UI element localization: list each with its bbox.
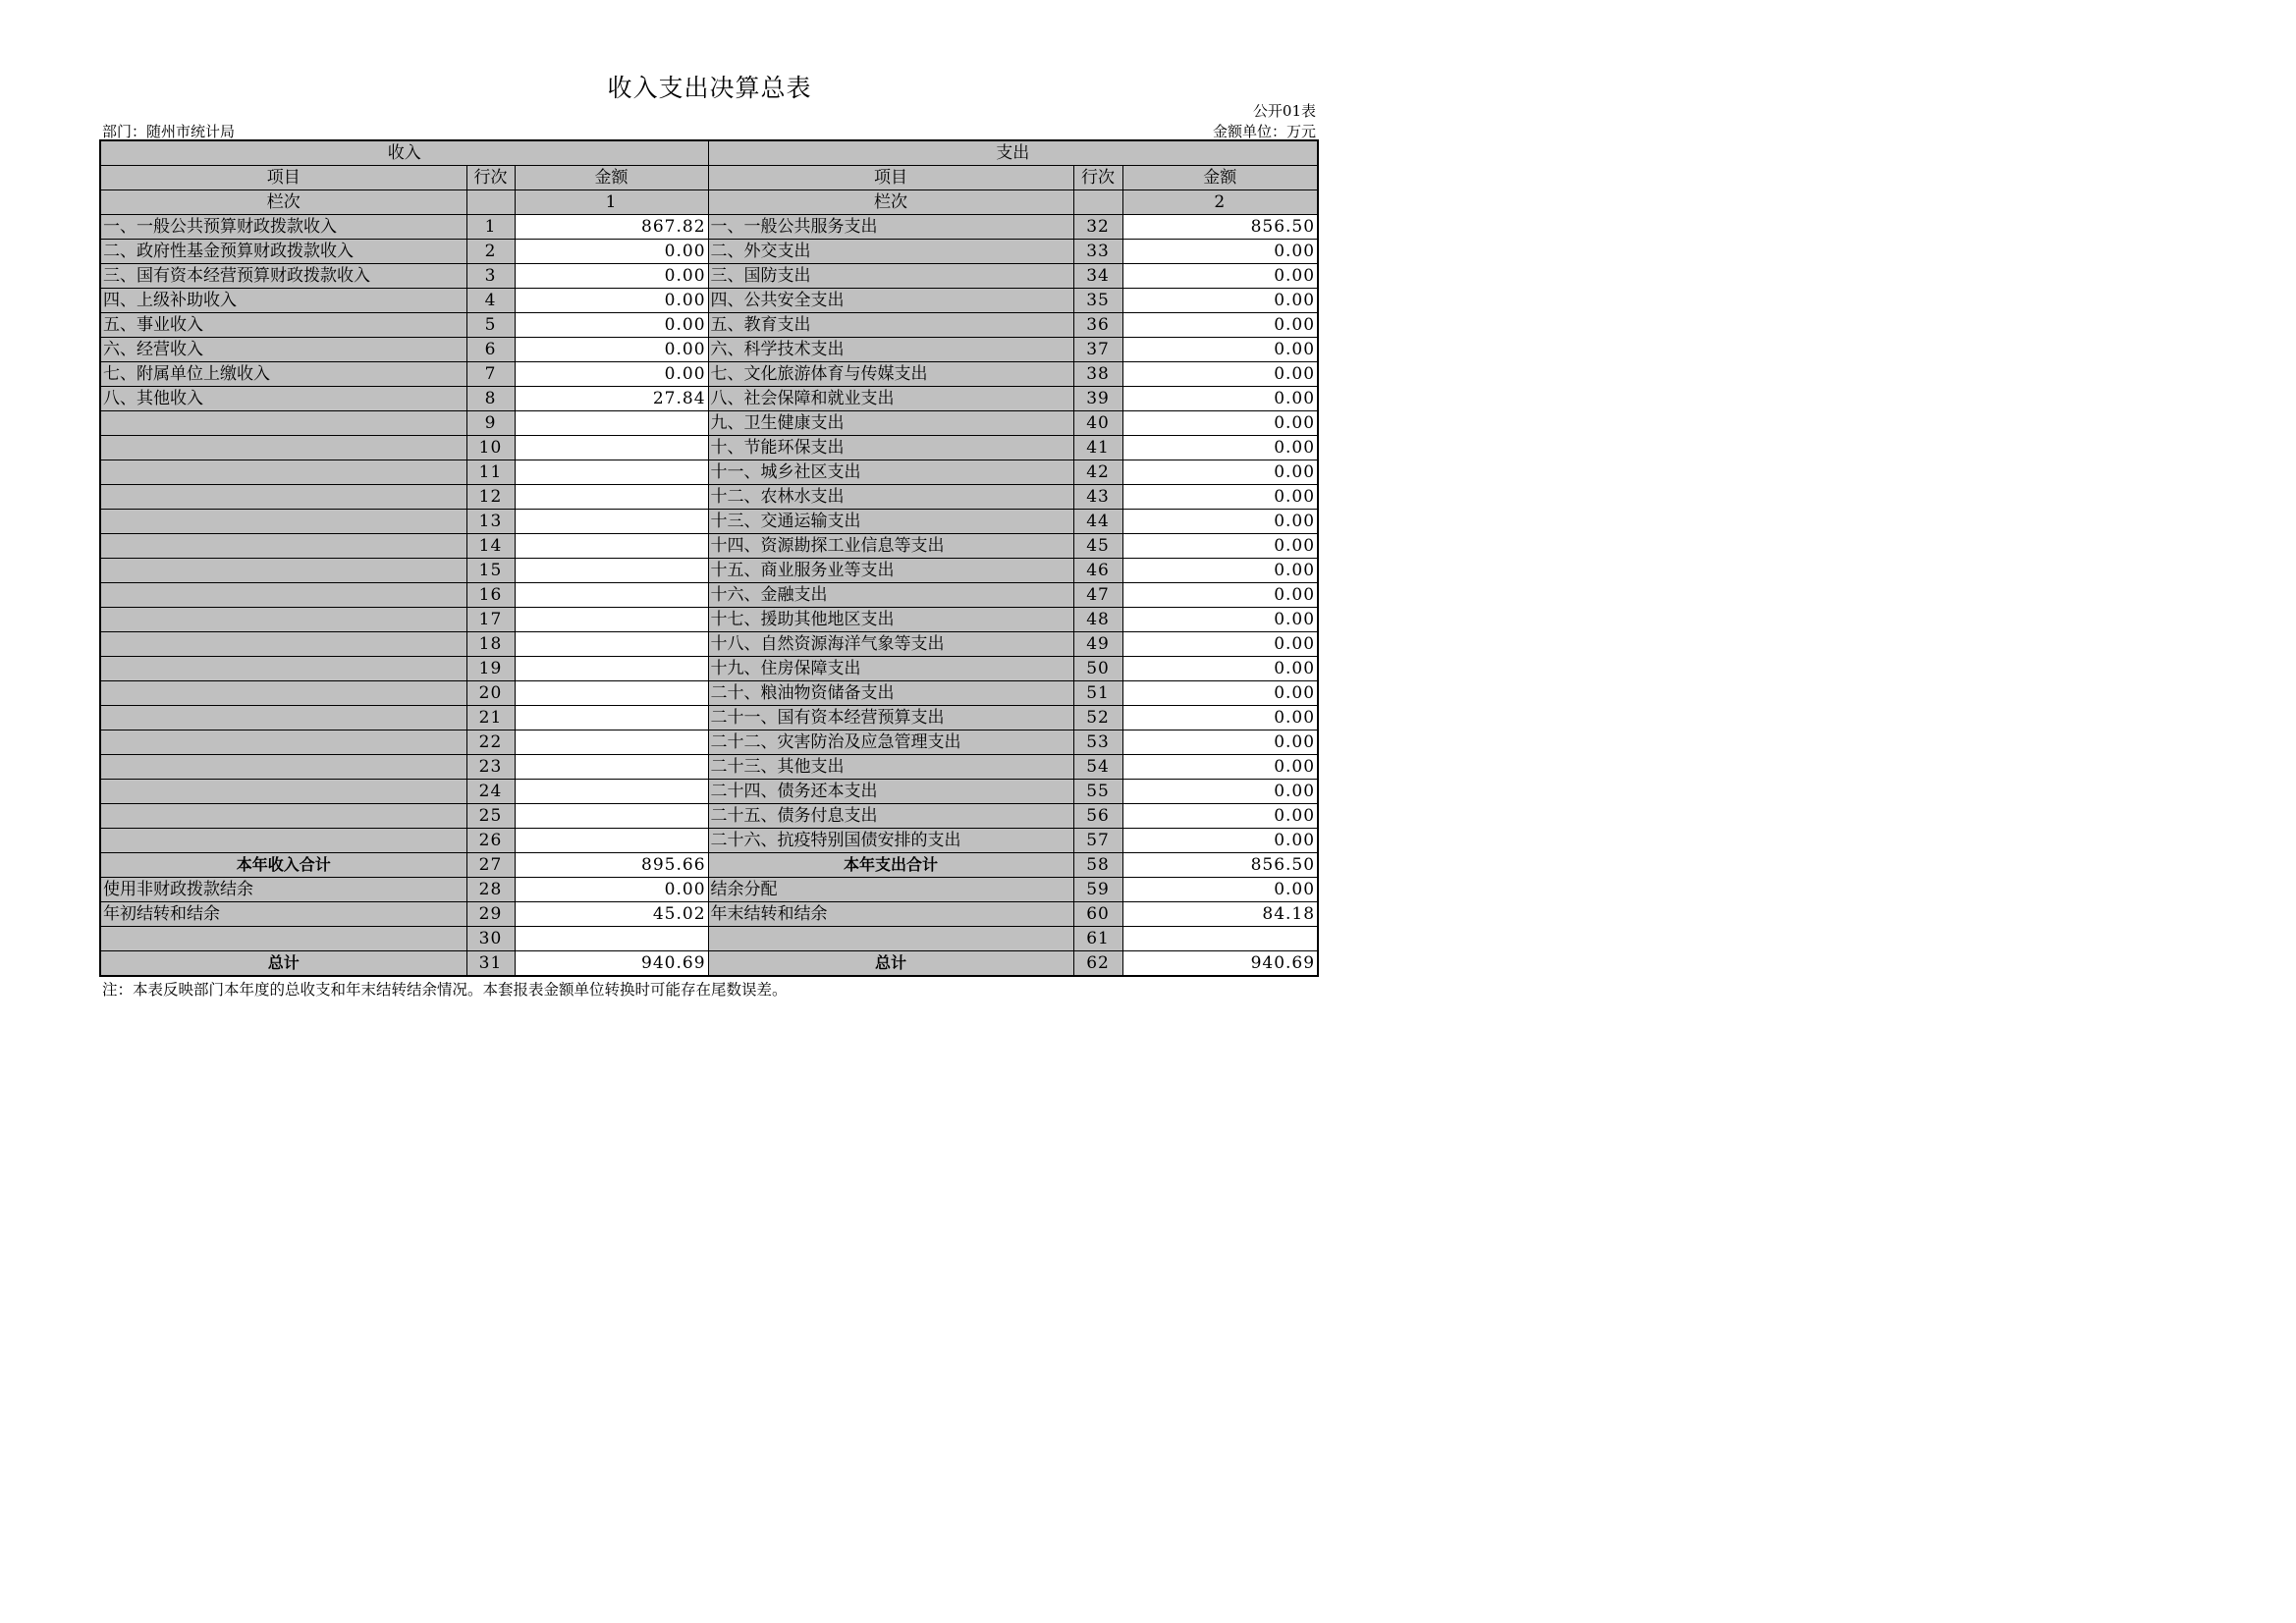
income-line-cell: 2 (466, 240, 515, 264)
expense-item-cell: 四、公共安全支出 (708, 289, 1073, 313)
income-item-cell: 五、事业收入 (100, 313, 466, 338)
expense-amount-cell: 0.00 (1122, 755, 1318, 780)
table-row (100, 485, 1318, 510)
income-amount-cell (515, 927, 708, 951)
income-item-cell: 六、经营收入 (100, 338, 466, 362)
income-amount-cell: 895.66 (515, 853, 708, 878)
income-line-cell: 30 (466, 927, 515, 951)
expense-line-cell: 56 (1073, 804, 1122, 829)
income-column-blank (466, 190, 515, 215)
expense-amount-cell: 0.00 (1122, 313, 1318, 338)
income-column-number: 1 (515, 190, 708, 215)
income-item-cell (100, 411, 466, 436)
table-row (100, 338, 1318, 362)
expense-line-cell: 59 (1073, 878, 1122, 902)
income-amount-cell (515, 608, 708, 632)
income-line-cell: 29 (466, 902, 515, 927)
expense-line-cell: 44 (1073, 510, 1122, 534)
expense-line-cell: 60 (1073, 902, 1122, 927)
expense-line-cell: 45 (1073, 534, 1122, 559)
income-line-cell: 3 (466, 264, 515, 289)
expense-amount-cell: 856.50 (1122, 853, 1318, 878)
expense-line-cell: 43 (1073, 485, 1122, 510)
expense-item-cell: 七、文化旅游体育与传媒支出 (708, 362, 1073, 387)
expense-item-cell: 二十四、债务还本支出 (708, 780, 1073, 804)
income-line-header: 行次 (466, 166, 515, 190)
expense-amount-cell: 940.69 (1122, 951, 1318, 977)
income-item-cell (100, 706, 466, 730)
income-item-cell: 四、上级补助收入 (100, 289, 466, 313)
expense-line-cell: 46 (1073, 559, 1122, 583)
table-row (100, 804, 1318, 829)
table-row (100, 289, 1318, 313)
expense-item-cell: 十二、农林水支出 (708, 485, 1073, 510)
expense-amount-cell: 84.18 (1122, 902, 1318, 927)
expense-amount-cell: 0.00 (1122, 608, 1318, 632)
income-item-cell: 七、附属单位上缴收入 (100, 362, 466, 387)
income-item-cell (100, 657, 466, 681)
income-item-cell: 使用非财政拨款结余 (100, 878, 466, 902)
expense-item-cell: 十八、自然资源海洋气象等支出 (708, 632, 1073, 657)
expense-amount-cell: 0.00 (1122, 436, 1318, 460)
table-row (100, 362, 1318, 387)
income-item-cell: 年初结转和结余 (100, 902, 466, 927)
table-row (100, 411, 1318, 436)
expense-amount-cell: 0.00 (1122, 632, 1318, 657)
expense-line-cell: 47 (1073, 583, 1122, 608)
table-row (100, 829, 1318, 853)
income-item-cell: 本年收入合计 (100, 853, 466, 878)
column-number-row (100, 190, 1318, 215)
income-amount-cell (515, 510, 708, 534)
income-amount-cell: 0.00 (515, 338, 708, 362)
table-summary-row (100, 853, 1318, 878)
table-row (100, 559, 1318, 583)
income-line-cell: 17 (466, 608, 515, 632)
table-row (100, 608, 1318, 632)
expense-item-cell: 十一、城乡社区支出 (708, 460, 1073, 485)
expense-line-cell: 51 (1073, 681, 1122, 706)
table-row (100, 878, 1318, 902)
income-amount-cell (515, 583, 708, 608)
expense-line-header: 行次 (1073, 166, 1122, 190)
income-amount-cell: 0.00 (515, 289, 708, 313)
expense-item-cell: 本年支出合计 (708, 853, 1073, 878)
expense-amount-cell: 0.00 (1122, 878, 1318, 902)
expense-amount-cell: 0.00 (1122, 804, 1318, 829)
income-item-cell (100, 632, 466, 657)
income-item-cell (100, 681, 466, 706)
expense-item-cell: 二十六、抗疫特别国债安排的支出 (708, 829, 1073, 853)
expense-line-cell: 50 (1073, 657, 1122, 681)
expense-line-cell: 52 (1073, 706, 1122, 730)
expense-item-cell: 九、卫生健康支出 (708, 411, 1073, 436)
income-amount-cell (515, 755, 708, 780)
income-item-cell: 一、一般公共预算财政拨款收入 (100, 215, 466, 240)
table-row (100, 706, 1318, 730)
income-line-cell: 20 (466, 681, 515, 706)
expense-item-cell: 六、科学技术支出 (708, 338, 1073, 362)
expense-item-cell: 十三、交通运输支出 (708, 510, 1073, 534)
income-amount-cell (515, 706, 708, 730)
income-item-cell (100, 829, 466, 853)
income-amount-cell: 940.69 (515, 951, 708, 977)
expense-amount-cell (1122, 927, 1318, 951)
income-amount-cell (515, 411, 708, 436)
expense-line-cell: 38 (1073, 362, 1122, 387)
expense-amount-cell: 0.00 (1122, 411, 1318, 436)
expense-item-cell: 二十、粮油物资储备支出 (708, 681, 1073, 706)
expense-item-cell: 八、社会保障和就业支出 (708, 387, 1073, 411)
income-amount-cell: 0.00 (515, 362, 708, 387)
income-amount-cell: 0.00 (515, 878, 708, 902)
expense-column-blank (1073, 190, 1122, 215)
expense-amount-cell: 0.00 (1122, 240, 1318, 264)
expense-item-cell: 二十三、其他支出 (708, 755, 1073, 780)
expense-amount-cell: 0.00 (1122, 338, 1318, 362)
table-row (100, 780, 1318, 804)
income-line-cell: 13 (466, 510, 515, 534)
expense-line-cell: 34 (1073, 264, 1122, 289)
income-line-cell: 18 (466, 632, 515, 657)
table-row (100, 460, 1318, 485)
expense-item-cell: 二、外交支出 (708, 240, 1073, 264)
table-row (100, 927, 1318, 951)
expense-column-number: 2 (1122, 190, 1318, 215)
income-line-cell: 21 (466, 706, 515, 730)
income-line-cell: 7 (466, 362, 515, 387)
income-amount-cell (515, 804, 708, 829)
income-line-cell: 9 (466, 411, 515, 436)
amount-unit-label: 金额单位：万元 (1212, 123, 1316, 140)
income-line-cell: 31 (466, 951, 515, 977)
table-row (100, 436, 1318, 460)
income-line-cell: 14 (466, 534, 515, 559)
income-line-cell: 23 (466, 755, 515, 780)
income-item-cell: 二、政府性基金预算财政拨款收入 (100, 240, 466, 264)
income-item-cell (100, 534, 466, 559)
table-row (100, 657, 1318, 681)
expense-line-cell: 49 (1073, 632, 1122, 657)
expense-amount-cell: 856.50 (1122, 215, 1318, 240)
income-amount-cell (515, 534, 708, 559)
income-item-cell (100, 436, 466, 460)
expense-line-cell: 32 (1073, 215, 1122, 240)
expense-line-cell: 40 (1073, 411, 1122, 436)
income-line-cell: 5 (466, 313, 515, 338)
table-row (100, 902, 1318, 927)
income-column-label: 栏次 (100, 190, 466, 215)
column-header-row (100, 166, 1318, 190)
income-line-cell: 16 (466, 583, 515, 608)
income-item-cell (100, 780, 466, 804)
income-amount-cell (515, 632, 708, 657)
expense-amount-cell: 0.00 (1122, 780, 1318, 804)
income-amount-cell (515, 460, 708, 485)
income-amount-cell: 27.84 (515, 387, 708, 411)
income-line-cell: 6 (466, 338, 515, 362)
expense-item-cell: 十、节能环保支出 (708, 436, 1073, 460)
expense-section-header: 支出 (708, 140, 1318, 166)
expense-amount-cell: 0.00 (1122, 362, 1318, 387)
expense-item-cell: 总计 (708, 951, 1073, 977)
table-body (100, 215, 1318, 977)
form-number: 公开01表 (1252, 102, 1316, 120)
expense-item-cell: 五、教育支出 (708, 313, 1073, 338)
department-label: 部门：随州市统计局 (102, 123, 236, 140)
expense-item-cell: 二十五、债务付息支出 (708, 804, 1073, 829)
table-row (100, 583, 1318, 608)
income-line-cell: 8 (466, 387, 515, 411)
income-item-cell: 三、国有资本经营预算财政拨款收入 (100, 264, 466, 289)
income-item-cell (100, 927, 466, 951)
table-row (100, 264, 1318, 289)
income-item-cell (100, 583, 466, 608)
income-amount-cell: 0.00 (515, 240, 708, 264)
table-row (100, 534, 1318, 559)
income-amount-cell: 867.82 (515, 215, 708, 240)
expense-item-cell: 十六、金融支出 (708, 583, 1073, 608)
expense-item-cell: 十五、商业服务业等支出 (708, 559, 1073, 583)
income-line-cell: 12 (466, 485, 515, 510)
expense-amount-cell: 0.00 (1122, 706, 1318, 730)
expense-line-cell: 55 (1073, 780, 1122, 804)
expense-amount-cell: 0.00 (1122, 583, 1318, 608)
income-item-cell (100, 510, 466, 534)
expense-item-cell: 一、一般公共服务支出 (708, 215, 1073, 240)
income-item-cell (100, 755, 466, 780)
expense-line-cell: 35 (1073, 289, 1122, 313)
income-item-header: 项目 (100, 166, 466, 190)
expense-line-cell: 33 (1073, 240, 1122, 264)
expense-item-cell: 二十一、国有资本经营预算支出 (708, 706, 1073, 730)
income-item-cell: 八、其他收入 (100, 387, 466, 411)
income-amount-cell (515, 829, 708, 853)
expense-line-cell: 41 (1073, 436, 1122, 460)
income-line-cell: 28 (466, 878, 515, 902)
income-item-cell (100, 804, 466, 829)
income-amount-cell (515, 657, 708, 681)
expense-item-cell: 十九、住房保障支出 (708, 657, 1073, 681)
expense-amount-cell: 0.00 (1122, 485, 1318, 510)
income-line-cell: 4 (466, 289, 515, 313)
expense-line-cell: 48 (1073, 608, 1122, 632)
expense-line-cell: 36 (1073, 313, 1122, 338)
expense-line-cell: 61 (1073, 927, 1122, 951)
income-item-cell (100, 608, 466, 632)
expense-item-header: 项目 (708, 166, 1073, 190)
report-title: 收入支出决算总表 (607, 74, 812, 102)
expense-amount-cell: 0.00 (1122, 510, 1318, 534)
table-row (100, 387, 1318, 411)
expense-amount-cell: 0.00 (1122, 289, 1318, 313)
income-amount-cell (515, 730, 708, 755)
income-amount-cell (515, 780, 708, 804)
income-amount-cell: 0.00 (515, 313, 708, 338)
expense-line-cell: 57 (1073, 829, 1122, 853)
table-row (100, 730, 1318, 755)
expense-line-cell: 62 (1073, 951, 1122, 977)
expense-item-cell: 十七、援助其他地区支出 (708, 608, 1073, 632)
expense-line-cell: 39 (1073, 387, 1122, 411)
table-row (100, 215, 1318, 240)
expense-item-cell: 三、国防支出 (708, 264, 1073, 289)
expense-amount-cell: 0.00 (1122, 681, 1318, 706)
expense-amount-cell: 0.00 (1122, 829, 1318, 853)
income-line-cell: 10 (466, 436, 515, 460)
expense-line-cell: 54 (1073, 755, 1122, 780)
income-line-cell: 27 (466, 853, 515, 878)
income-amount-cell (515, 436, 708, 460)
expense-item-cell (708, 927, 1073, 951)
expense-amount-cell: 0.00 (1122, 559, 1318, 583)
income-line-cell: 26 (466, 829, 515, 853)
income-amount-cell (515, 559, 708, 583)
income-amount-header: 金额 (515, 166, 708, 190)
expense-amount-cell: 0.00 (1122, 264, 1318, 289)
income-line-cell: 25 (466, 804, 515, 829)
expense-item-cell: 结余分配 (708, 878, 1073, 902)
income-amount-cell (515, 485, 708, 510)
income-line-cell: 24 (466, 780, 515, 804)
income-line-cell: 15 (466, 559, 515, 583)
income-expense-table (99, 139, 1319, 977)
expense-amount-header: 金额 (1122, 166, 1318, 190)
table-row (100, 681, 1318, 706)
table-row (100, 632, 1318, 657)
expense-line-cell: 37 (1073, 338, 1122, 362)
income-line-cell: 22 (466, 730, 515, 755)
income-item-cell (100, 730, 466, 755)
footnote: 注：本表反映部门本年度的总收支和年末结转结余情况。本套报表金额单位转换时可能存在尾数误差。 (102, 981, 788, 999)
income-item-cell (100, 460, 466, 485)
expense-amount-cell: 0.00 (1122, 534, 1318, 559)
expense-line-cell: 58 (1073, 853, 1122, 878)
expense-item-cell: 年末结转和结余 (708, 902, 1073, 927)
income-line-cell: 1 (466, 215, 515, 240)
table-row (100, 755, 1318, 780)
section-header-row (100, 140, 1318, 166)
expense-line-cell: 53 (1073, 730, 1122, 755)
expense-amount-cell: 0.00 (1122, 387, 1318, 411)
table-row (100, 510, 1318, 534)
table-row (100, 240, 1318, 264)
income-item-cell: 总计 (100, 951, 466, 977)
expense-line-cell: 42 (1073, 460, 1122, 485)
income-section-header: 收入 (100, 140, 708, 166)
expense-column-label: 栏次 (708, 190, 1073, 215)
expense-item-cell: 二十二、灾害防治及应急管理支出 (708, 730, 1073, 755)
income-amount-cell (515, 681, 708, 706)
income-item-cell (100, 485, 466, 510)
expense-amount-cell: 0.00 (1122, 730, 1318, 755)
income-line-cell: 11 (466, 460, 515, 485)
income-item-cell (100, 559, 466, 583)
table-summary-row (100, 951, 1318, 977)
expense-amount-cell: 0.00 (1122, 460, 1318, 485)
table-row (100, 313, 1318, 338)
expense-amount-cell: 0.00 (1122, 657, 1318, 681)
expense-item-cell: 十四、资源勘探工业信息等支出 (708, 534, 1073, 559)
income-line-cell: 19 (466, 657, 515, 681)
income-amount-cell: 0.00 (515, 264, 708, 289)
income-amount-cell: 45.02 (515, 902, 708, 927)
